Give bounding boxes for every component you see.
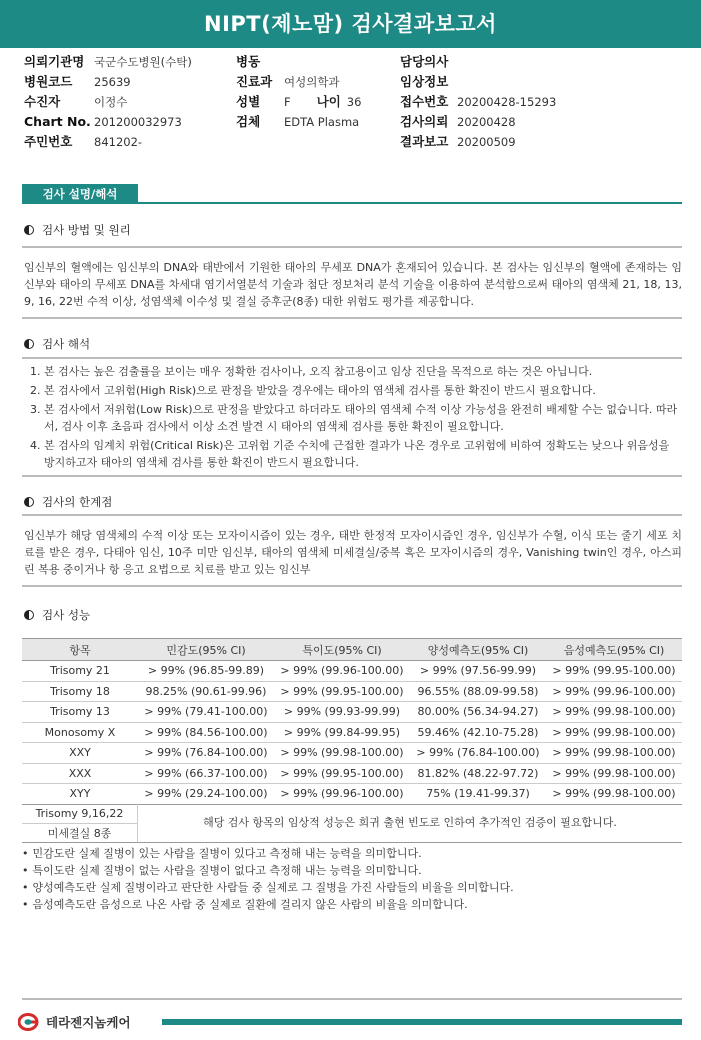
method-heading bbox=[24, 222, 131, 238]
table-cell: > 99% (99.84-99.95) bbox=[274, 722, 410, 743]
half-circle-icon bbox=[24, 339, 34, 349]
info-row bbox=[236, 72, 361, 92]
note-items bbox=[22, 804, 138, 842]
table-cell: > 99% (99.98-100.00) bbox=[546, 702, 682, 723]
table-cell: > 99% (76.84-100.00) bbox=[138, 743, 274, 764]
interpretation-heading bbox=[24, 336, 90, 352]
table-cell: > 99% (99.96-100.00) bbox=[274, 661, 410, 682]
column-header: 양성예측도(95% CI) bbox=[410, 639, 546, 661]
definition-item: • 특이도란 실제 질병이 없는 사람을 질병이 없다고 측정해 내는 능력을 의미합니다. bbox=[22, 862, 682, 879]
info-value: 25639 bbox=[94, 75, 131, 89]
info-label: Chart No. bbox=[24, 114, 91, 129]
info-row bbox=[400, 112, 556, 132]
table-row bbox=[22, 722, 682, 743]
info-value: EDTA Plasma bbox=[284, 115, 360, 129]
info-row bbox=[236, 52, 361, 72]
list-item: 4. 본 검사의 임계치 위험(Critical Risk)은 고위험 기준 수치에 근접한 결과가 나온 경우로 고위험에 비하여 정확도는 낮으나 위음성을 방지하고자 태아의 염색체 검사를 통한 확진이 반드시 필요합니다. bbox=[30, 439, 670, 469]
column-header: 음성예측도(95% CI) bbox=[546, 639, 682, 661]
table-row bbox=[22, 661, 682, 682]
table-cell: > 99% (97.56-99.99) bbox=[410, 661, 546, 682]
limits-text: 임신부가 해당 염색체의 수적 이상 또는 모자이시즘이 있는 경우, 태반 한정적 모자이시즘인 경우, 임신부가 수혈, 이식 또는 줄기 세포 치료를 받은 경우, 다태아 임신, 10주 미만 임신부, 태아의 염색체 미세결실/중복 혹은 모자이시즘의 경우, Vanishing twin인 경우, 아스피린 복용 중이거나 항 응고 요법으로 치료를 받고 있는 임신부 bbox=[24, 529, 682, 576]
performance-note bbox=[22, 804, 682, 842]
column-header: 항목 bbox=[22, 639, 138, 661]
footer-accent-bar bbox=[162, 1019, 682, 1025]
table-cell: > 99% (99.98-100.00) bbox=[546, 743, 682, 764]
table-cell: 81.82% (48.22-97.72) bbox=[410, 763, 546, 784]
table-row bbox=[22, 743, 682, 764]
table-cell: 98.25% (90.61-99.96) bbox=[138, 681, 274, 702]
half-circle-icon bbox=[24, 610, 34, 620]
table-row bbox=[22, 702, 682, 723]
definitions-list bbox=[22, 845, 682, 913]
column-header: 특이도(95% CI) bbox=[274, 639, 410, 661]
info-label: 검사의뢰 bbox=[400, 114, 449, 129]
interpretation-list bbox=[30, 363, 680, 473]
method-heading-text: 검사 방법 및 원리 bbox=[42, 223, 131, 237]
table-cell: > 99% (99.98-100.00) bbox=[274, 743, 410, 764]
info-value: 841202- bbox=[94, 135, 143, 149]
patient-info-col3 bbox=[400, 52, 556, 152]
report-title: NIPT(제노맘) 검사결과보고서 bbox=[0, 0, 701, 48]
info-value: 여성의학과 bbox=[284, 75, 340, 89]
method-text: 임신부의 혈액에는 임신부의 DNA와 태반에서 기원한 태아의 무세포 DNA가 혼재되어 있습니다. 본 검사는 임신부의 혈액에 존재하는 임신부와 태아의 무세포 DNA를 차세대 염기서열분석 기술과 첨단 정보처리 분석 기술을 이용하여 분석함으로써 태아의 염색체 21, 18, 13, 9, 16, 22번 수적 이상, 성염색체 이수성 및 결실 증후군(8종) 대한 위험도 평가를 제공합니다. bbox=[24, 261, 682, 308]
divider bbox=[22, 475, 682, 477]
table-cell: XYY bbox=[22, 784, 138, 805]
divider bbox=[22, 585, 682, 587]
info-value: 이정수 bbox=[94, 95, 128, 109]
divider bbox=[22, 317, 682, 319]
divider bbox=[22, 246, 682, 248]
divider bbox=[22, 842, 682, 843]
info-value: 201200032973 bbox=[94, 115, 182, 129]
logo-icon bbox=[18, 1013, 42, 1031]
table-cell: Trisomy 13 bbox=[22, 702, 138, 723]
table-cell: 75% (19.41-99.37) bbox=[410, 784, 546, 805]
footer-divider bbox=[22, 998, 682, 1000]
info-label: 검체 bbox=[236, 114, 261, 129]
info-row bbox=[24, 52, 192, 72]
info-value: 국군수도병원(수탁) bbox=[94, 55, 192, 69]
info-label: 병동 bbox=[236, 54, 261, 69]
half-circle-icon bbox=[24, 497, 34, 507]
info-value: 20200428 bbox=[457, 115, 516, 129]
company-logo bbox=[18, 1011, 131, 1033]
half-circle-icon bbox=[24, 225, 34, 235]
list-item: 2. 본 검사에서 고위험(High Risk)으로 판정을 받았을 경우에는 태아의 염색체 검사를 통한 확진이 반드시 필요합니다. bbox=[30, 384, 596, 397]
list-item: 1. 본 검사는 높은 검출률을 보이는 매우 정확한 검사이나, 오직 참고용이고 임상 진단을 목적으로 하는 것은 아닙니다. bbox=[30, 365, 593, 378]
table-cell: XXY bbox=[22, 743, 138, 764]
patient-info-col1 bbox=[24, 52, 192, 152]
interpretation-heading-text: 검사 해석 bbox=[42, 337, 91, 351]
info-value: 20200509 bbox=[457, 135, 516, 149]
table-cell: > 99% (96.85-99.89) bbox=[138, 661, 274, 682]
info-row bbox=[24, 132, 192, 152]
info-row bbox=[24, 112, 192, 132]
table-cell: XXX bbox=[22, 763, 138, 784]
info-row bbox=[400, 92, 556, 112]
table-cell: > 99% (99.95-100.00) bbox=[274, 681, 410, 702]
info-row bbox=[236, 92, 361, 112]
column-header: 민감도(95% CI) bbox=[138, 639, 274, 661]
table-cell: 80.00% (56.34-94.27) bbox=[410, 702, 546, 723]
info-label: 담당의사 bbox=[400, 54, 449, 69]
table-cell: > 99% (99.98-100.00) bbox=[546, 784, 682, 805]
performance-heading-text: 검사 성능 bbox=[42, 608, 91, 622]
table-cell: 96.55% (88.09-99.58) bbox=[410, 681, 546, 702]
info-row bbox=[236, 112, 361, 132]
table-cell: > 99% (99.95-100.00) bbox=[546, 661, 682, 682]
note-item: 미세결실 8종 bbox=[47, 827, 112, 840]
table-cell: > 99% (99.93-99.99) bbox=[274, 702, 410, 723]
table-cell: Monosomy X bbox=[22, 722, 138, 743]
info-label: 임상정보 bbox=[400, 74, 449, 89]
performance-table bbox=[22, 638, 682, 805]
note-text: 해당 검사 항목의 임상적 성능은 희귀 출현 빈도로 인하여 추가적인 검증이 필요합니다. bbox=[203, 816, 617, 829]
info-label: 주민번호 bbox=[24, 134, 73, 149]
info-label: 의뢰기관명 bbox=[24, 54, 85, 69]
limits-heading-text: 검사의 한계점 bbox=[42, 495, 113, 509]
info-row bbox=[400, 132, 556, 152]
table-cell: Trisomy 21 bbox=[22, 661, 138, 682]
info-label: 결과보고 bbox=[400, 134, 449, 149]
info-value: 20200428-15293 bbox=[457, 95, 557, 109]
info-row bbox=[400, 72, 556, 92]
divider bbox=[22, 357, 682, 359]
table-row bbox=[22, 784, 682, 805]
table-cell: > 99% (99.95-100.00) bbox=[274, 763, 410, 784]
table-cell: > 99% (84.56-100.00) bbox=[138, 722, 274, 743]
info-label: 성별 bbox=[236, 94, 261, 109]
table-cell: > 99% (99.96-100.00) bbox=[546, 681, 682, 702]
definition-item: • 음성예측도란 음성으로 나온 사람 중 실제로 질환에 걸리지 않은 사람의 비율을 의미합니다. bbox=[22, 896, 682, 913]
table-header-row bbox=[22, 639, 682, 661]
section-tab: 검사 설명/해석 bbox=[22, 184, 138, 204]
info-value: F bbox=[284, 95, 291, 109]
info-label: 수진자 bbox=[24, 94, 61, 109]
patient-info-col2 bbox=[236, 52, 361, 132]
info-row bbox=[24, 92, 192, 112]
table-cell: > 99% (76.84-100.00) bbox=[410, 743, 546, 764]
table-cell: > 99% (66.37-100.00) bbox=[138, 763, 274, 784]
table-cell: > 99% (99.98-100.00) bbox=[546, 722, 682, 743]
info-row bbox=[24, 72, 192, 92]
info-label: 접수번호 bbox=[400, 94, 449, 109]
age-value: 36 bbox=[346, 95, 362, 109]
table-cell: > 99% (99.96-100.00) bbox=[274, 784, 410, 805]
info-row bbox=[400, 52, 556, 72]
table-row bbox=[22, 681, 682, 702]
section-underline bbox=[22, 202, 682, 204]
age-label: 나이 bbox=[316, 94, 341, 109]
list-item: 3. 본 검사에서 저위험(Low Risk)으로 판정을 받았다고 하더라도 태아의 염색체 수적 이상 가능성을 완전히 배제할 수는 없습니다. 따라서, 검사 이후 초음파 검사에서 이상 소견 발견 시 태아의 염색체 검사를 통한 확진이 필요합니다. bbox=[30, 403, 678, 433]
info-label: 병원코드 bbox=[24, 74, 73, 89]
note-item: Trisomy 9,16,22 bbox=[22, 804, 137, 824]
divider bbox=[22, 514, 682, 516]
table-row bbox=[22, 763, 682, 784]
table-cell: > 99% (99.98-100.00) bbox=[546, 763, 682, 784]
company-name: 테라젠지놈케어 bbox=[46, 1015, 131, 1030]
definition-item: • 양성예측도란 실제 질병이라고 판단한 사람들 중 실제로 그 질병을 가진 사람들의 비율을 의미합니다. bbox=[22, 879, 682, 896]
table-cell: Trisomy 18 bbox=[22, 681, 138, 702]
definition-item: • 민감도란 실제 질병이 있는 사람을 질병이 있다고 측정해 내는 능력을 의미합니다. bbox=[22, 845, 682, 862]
table-cell: > 99% (79.41-100.00) bbox=[138, 702, 274, 723]
performance-heading bbox=[24, 607, 90, 623]
info-label: 진료과 bbox=[236, 74, 273, 89]
table-cell: > 99% (29.24-100.00) bbox=[138, 784, 274, 805]
table-cell: 59.46% (42.10-75.28) bbox=[410, 722, 546, 743]
limits-heading bbox=[24, 494, 112, 510]
